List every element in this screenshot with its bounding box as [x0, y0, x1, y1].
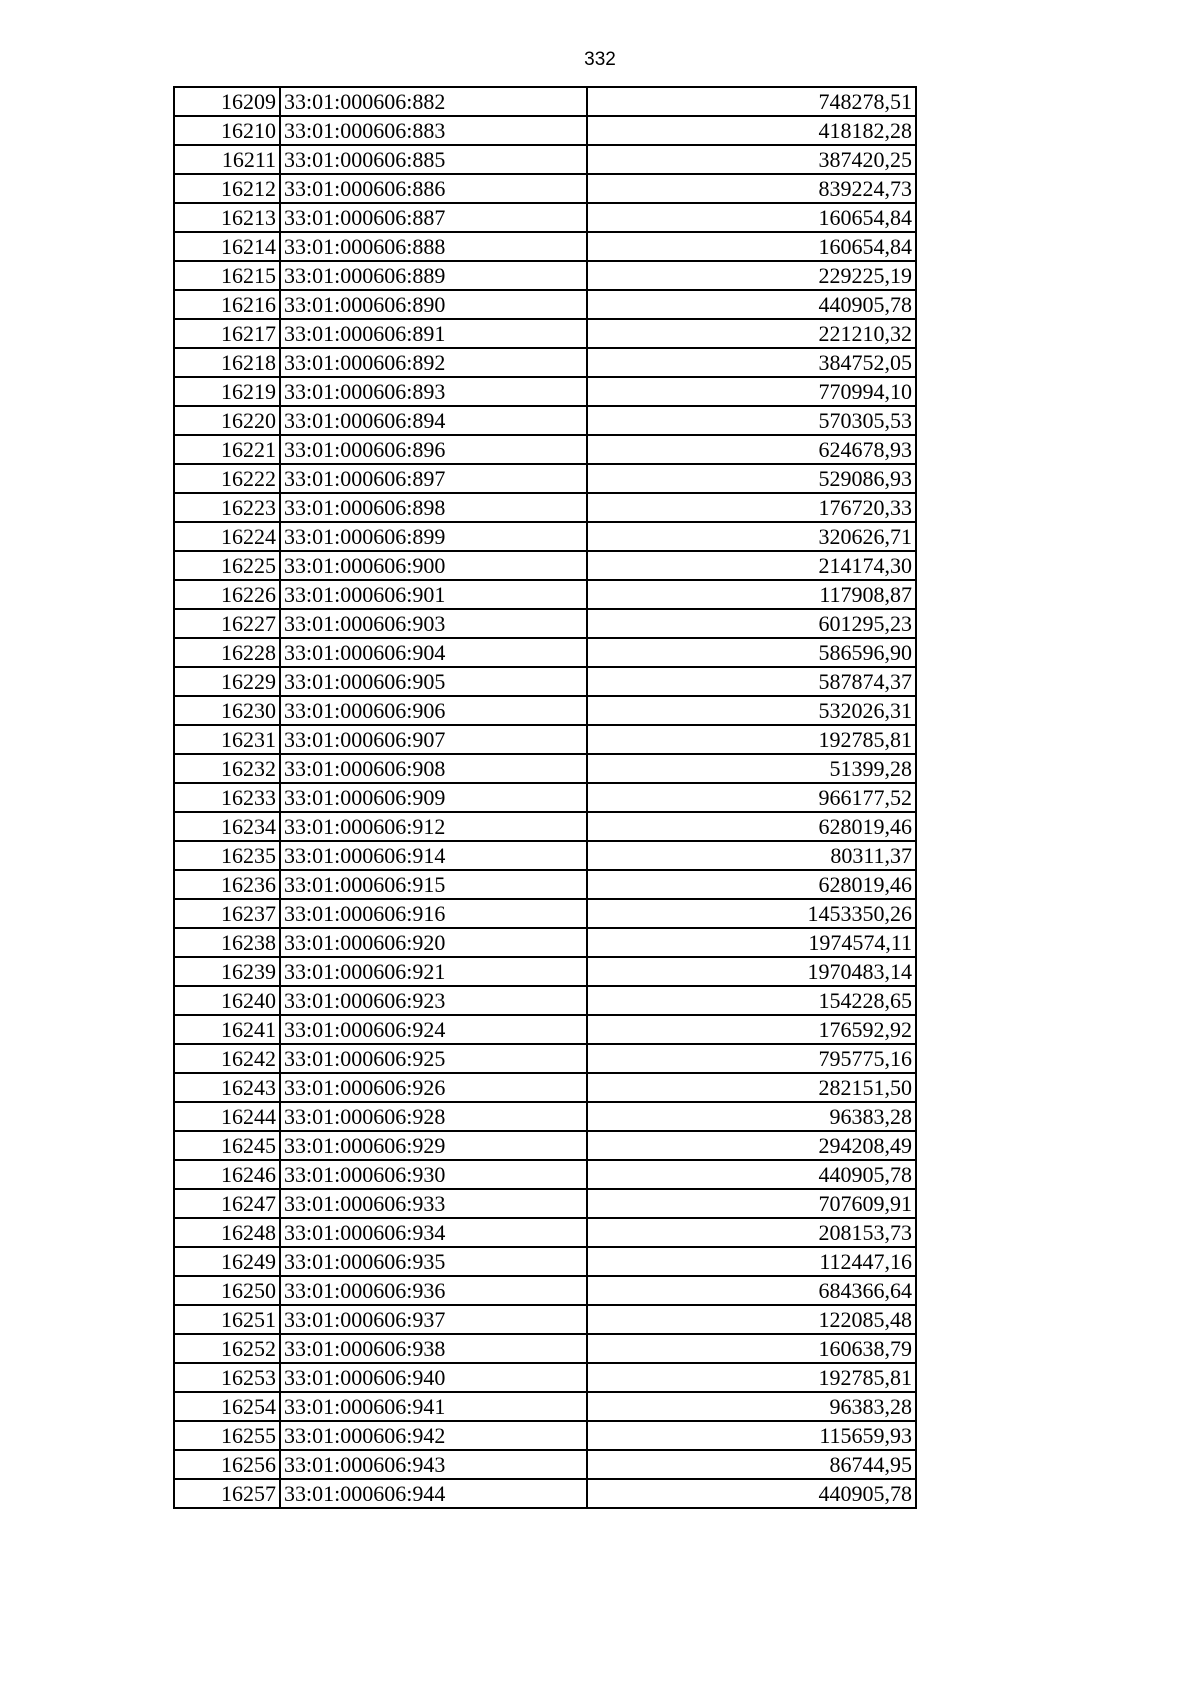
table-row: [174, 899, 916, 928]
row-number-cell: 16252: [174, 1334, 280, 1363]
table-row: [174, 1160, 916, 1189]
cadastral-number-cell: 33:01:000606:936: [280, 1276, 587, 1305]
cadastral-number-cell: 33:01:000606:883: [280, 116, 587, 145]
cadastral-number-cell: 33:01:000606:888: [280, 232, 587, 261]
row-number-cell: 16236: [174, 870, 280, 899]
table-row: [174, 754, 916, 783]
table-row: [174, 348, 916, 377]
cadastral-number-cell: 33:01:000606:912: [280, 812, 587, 841]
cadastral-number-cell: 33:01:000606:941: [280, 1392, 587, 1421]
value-cell: 214174,30: [587, 551, 916, 580]
row-number-cell: 16218: [174, 348, 280, 377]
cadastral-number-cell: 33:01:000606:930: [280, 1160, 587, 1189]
row-number-cell: 16225: [174, 551, 280, 580]
cadastral-number-cell: 33:01:000606:882: [280, 87, 587, 116]
value-cell: 86744,95: [587, 1450, 916, 1479]
cadastral-number-cell: 33:01:000606:923: [280, 986, 587, 1015]
table-row: [174, 493, 916, 522]
value-cell: 229225,19: [587, 261, 916, 290]
value-cell: 839224,73: [587, 174, 916, 203]
value-cell: 115659,93: [587, 1421, 916, 1450]
value-cell: 1453350,26: [587, 899, 916, 928]
table-row: [174, 1363, 916, 1392]
value-cell: 532026,31: [587, 696, 916, 725]
cadastral-number-cell: 33:01:000606:890: [280, 290, 587, 319]
cadastral-number-cell: 33:01:000606:925: [280, 1044, 587, 1073]
row-number-cell: 16250: [174, 1276, 280, 1305]
value-cell: 160638,79: [587, 1334, 916, 1363]
value-cell: 294208,49: [587, 1131, 916, 1160]
table-row: [174, 609, 916, 638]
cadastral-number-cell: 33:01:000606:938: [280, 1334, 587, 1363]
value-cell: 192785,81: [587, 725, 916, 754]
row-number-cell: 16241: [174, 1015, 280, 1044]
table-row: [174, 435, 916, 464]
cadastral-number-cell: 33:01:000606:933: [280, 1189, 587, 1218]
row-number-cell: 16221: [174, 435, 280, 464]
row-number-cell: 16255: [174, 1421, 280, 1450]
row-number-cell: 16217: [174, 319, 280, 348]
row-number-cell: 16230: [174, 696, 280, 725]
table-row: [174, 1218, 916, 1247]
cadastral-number-cell: 33:01:000606:899: [280, 522, 587, 551]
cadastral-number-cell: 33:01:000606:924: [280, 1015, 587, 1044]
value-cell: 628019,46: [587, 812, 916, 841]
value-cell: 628019,46: [587, 870, 916, 899]
value-cell: 586596,90: [587, 638, 916, 667]
cadastral-number-cell: 33:01:000606:885: [280, 145, 587, 174]
cadastral-number-cell: 33:01:000606:904: [280, 638, 587, 667]
value-cell: 684366,64: [587, 1276, 916, 1305]
row-number-cell: 16222: [174, 464, 280, 493]
table-row: [174, 464, 916, 493]
table-row: [174, 928, 916, 957]
value-cell: 748278,51: [587, 87, 916, 116]
row-number-cell: 16232: [174, 754, 280, 783]
value-cell: 624678,93: [587, 435, 916, 464]
row-number-cell: 16226: [174, 580, 280, 609]
row-number-cell: 16248: [174, 1218, 280, 1247]
value-cell: 440905,78: [587, 1160, 916, 1189]
row-number-cell: 16227: [174, 609, 280, 638]
value-cell: 282151,50: [587, 1073, 916, 1102]
table-row: [174, 174, 916, 203]
value-cell: 1970483,14: [587, 957, 916, 986]
value-cell: 1974574,11: [587, 928, 916, 957]
table-row: [174, 725, 916, 754]
table-row: [174, 841, 916, 870]
row-number-cell: 16214: [174, 232, 280, 261]
cadastral-number-cell: 33:01:000606:905: [280, 667, 587, 696]
value-cell: 966177,52: [587, 783, 916, 812]
table-row: [174, 1276, 916, 1305]
row-number-cell: 16246: [174, 1160, 280, 1189]
row-number-cell: 16239: [174, 957, 280, 986]
row-number-cell: 16219: [174, 377, 280, 406]
table-row: [174, 696, 916, 725]
value-cell: 387420,25: [587, 145, 916, 174]
value-cell: 208153,73: [587, 1218, 916, 1247]
row-number-cell: 16228: [174, 638, 280, 667]
value-cell: 529086,93: [587, 464, 916, 493]
row-number-cell: 16247: [174, 1189, 280, 1218]
page-number: 332: [584, 49, 616, 70]
row-number-cell: 16243: [174, 1073, 280, 1102]
value-cell: 154228,65: [587, 986, 916, 1015]
value-cell: 570305,53: [587, 406, 916, 435]
table-row: [174, 290, 916, 319]
value-cell: 117908,87: [587, 580, 916, 609]
row-number-cell: 16212: [174, 174, 280, 203]
table-row: [174, 957, 916, 986]
value-cell: 221210,32: [587, 319, 916, 348]
value-cell: 176720,33: [587, 493, 916, 522]
row-number-cell: 16213: [174, 203, 280, 232]
cadastral-number-cell: 33:01:000606:926: [280, 1073, 587, 1102]
value-cell: 418182,28: [587, 116, 916, 145]
value-cell: 440905,78: [587, 290, 916, 319]
value-cell: 192785,81: [587, 1363, 916, 1392]
table-row: [174, 1421, 916, 1450]
value-cell: 440905,78: [587, 1479, 916, 1508]
table-row: [174, 319, 916, 348]
table-row: [174, 522, 916, 551]
table-row: [174, 87, 916, 116]
value-cell: 601295,23: [587, 609, 916, 638]
cadastral-number-cell: 33:01:000606:907: [280, 725, 587, 754]
row-number-cell: 16220: [174, 406, 280, 435]
table-row: [174, 406, 916, 435]
row-number-cell: 16229: [174, 667, 280, 696]
value-cell: 160654,84: [587, 232, 916, 261]
cadastral-number-cell: 33:01:000606:921: [280, 957, 587, 986]
row-number-cell: 16238: [174, 928, 280, 957]
table-row: [174, 1247, 916, 1276]
table-row: [174, 1131, 916, 1160]
table-row: [174, 1073, 916, 1102]
row-number-cell: 16223: [174, 493, 280, 522]
row-number-cell: 16209: [174, 87, 280, 116]
row-number-cell: 16257: [174, 1479, 280, 1508]
cadastral-number-cell: 33:01:000606:889: [280, 261, 587, 290]
cadastral-number-cell: 33:01:000606:940: [280, 1363, 587, 1392]
value-cell: 320626,71: [587, 522, 916, 551]
value-cell: 80311,37: [587, 841, 916, 870]
cadastral-number-cell: 33:01:000606:916: [280, 899, 587, 928]
cadastral-number-cell: 33:01:000606:929: [280, 1131, 587, 1160]
row-number-cell: 16251: [174, 1305, 280, 1334]
cadastral-number-cell: 33:01:000606:887: [280, 203, 587, 232]
row-number-cell: 16210: [174, 116, 280, 145]
table-row: [174, 551, 916, 580]
value-cell: 96383,28: [587, 1102, 916, 1131]
value-cell: 160654,84: [587, 203, 916, 232]
row-number-cell: 16234: [174, 812, 280, 841]
table-row: [174, 1189, 916, 1218]
cadastral-number-cell: 33:01:000606:900: [280, 551, 587, 580]
table-row: [174, 870, 916, 899]
table-row: [174, 580, 916, 609]
table-row: [174, 116, 916, 145]
table-row: [174, 232, 916, 261]
table-row: [174, 1102, 916, 1131]
value-cell: 384752,05: [587, 348, 916, 377]
table-row: [174, 1305, 916, 1334]
row-number-cell: 16240: [174, 986, 280, 1015]
table-row: [174, 783, 916, 812]
cadastral-number-cell: 33:01:000606:908: [280, 754, 587, 783]
value-cell: 795775,16: [587, 1044, 916, 1073]
row-number-cell: 16242: [174, 1044, 280, 1073]
row-number-cell: 16244: [174, 1102, 280, 1131]
row-number-cell: 16216: [174, 290, 280, 319]
table-row: [174, 1015, 916, 1044]
cadastral-number-cell: 33:01:000606:937: [280, 1305, 587, 1334]
table-row: [174, 986, 916, 1015]
cadastral-number-cell: 33:01:000606:906: [280, 696, 587, 725]
row-number-cell: 16254: [174, 1392, 280, 1421]
value-cell: 587874,37: [587, 667, 916, 696]
value-cell: 122085,48: [587, 1305, 916, 1334]
cadastral-number-cell: 33:01:000606:892: [280, 348, 587, 377]
value-cell: 112447,16: [587, 1247, 916, 1276]
table-row: [174, 377, 916, 406]
cadastral-number-cell: 33:01:000606:901: [280, 580, 587, 609]
row-number-cell: 16235: [174, 841, 280, 870]
table-row: [174, 1334, 916, 1363]
row-number-cell: 16224: [174, 522, 280, 551]
table-row: [174, 1044, 916, 1073]
row-number-cell: 16237: [174, 899, 280, 928]
row-number-cell: 16215: [174, 261, 280, 290]
cadastral-number-cell: 33:01:000606:898: [280, 493, 587, 522]
table-row: [174, 812, 916, 841]
cadastral-number-cell: 33:01:000606:920: [280, 928, 587, 957]
row-number-cell: 16256: [174, 1450, 280, 1479]
cadastral-number-cell: 33:01:000606:935: [280, 1247, 587, 1276]
value-cell: 176592,92: [587, 1015, 916, 1044]
value-cell: 96383,28: [587, 1392, 916, 1421]
cadastral-number-cell: 33:01:000606:886: [280, 174, 587, 203]
table-row: [174, 261, 916, 290]
cadastral-number-cell: 33:01:000606:942: [280, 1421, 587, 1450]
table-row: [174, 203, 916, 232]
table-row: [174, 638, 916, 667]
cadastral-number-cell: 33:01:000606:894: [280, 406, 587, 435]
value-cell: 770994,10: [587, 377, 916, 406]
cadastral-number-cell: 33:01:000606:909: [280, 783, 587, 812]
cadastral-number-cell: 33:01:000606:928: [280, 1102, 587, 1131]
cadastral-number-cell: 33:01:000606:915: [280, 870, 587, 899]
table-row: [174, 1479, 916, 1508]
cadastral-number-cell: 33:01:000606:897: [280, 464, 587, 493]
cadastral-number-cell: 33:01:000606:903: [280, 609, 587, 638]
row-number-cell: 16249: [174, 1247, 280, 1276]
cadastral-number-cell: 33:01:000606:896: [280, 435, 587, 464]
cadastral-number-cell: 33:01:000606:943: [280, 1450, 587, 1479]
value-cell: 51399,28: [587, 754, 916, 783]
cadastral-number-cell: 33:01:000606:944: [280, 1479, 587, 1508]
cadastral-number-cell: 33:01:000606:891: [280, 319, 587, 348]
row-number-cell: 16231: [174, 725, 280, 754]
row-number-cell: 16211: [174, 145, 280, 174]
table-row: [174, 145, 916, 174]
table-row: [174, 1392, 916, 1421]
cadastral-number-cell: 33:01:000606:934: [280, 1218, 587, 1247]
table-row: [174, 1450, 916, 1479]
row-number-cell: 16253: [174, 1363, 280, 1392]
row-number-cell: 16233: [174, 783, 280, 812]
row-number-cell: 16245: [174, 1131, 280, 1160]
table-body: [174, 87, 916, 1508]
table-row: [174, 667, 916, 696]
cadastral-value-table: [173, 86, 917, 1509]
value-cell: 707609,91: [587, 1189, 916, 1218]
cadastral-number-cell: 33:01:000606:893: [280, 377, 587, 406]
cadastral-number-cell: 33:01:000606:914: [280, 841, 587, 870]
